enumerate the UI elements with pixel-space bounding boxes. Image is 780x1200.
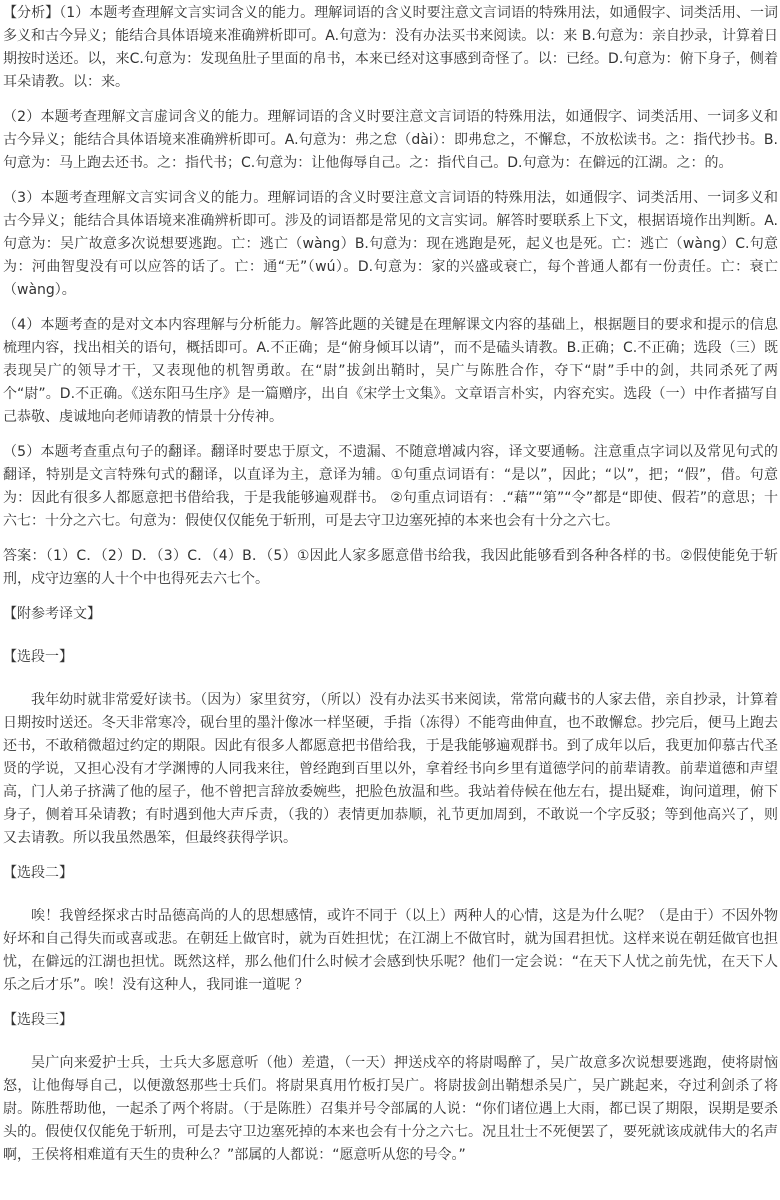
analysis-question-5: （5）本题考查重点句子的翻译。翻译时要忠于原文，不遗漏、不随意增减内容，译文要通畅。注意重点字词以及常见句式的翻译，特别是文言特殊句式的翻译，以直译为主，意译为辅。①句重点词语有：“是以”，因此；“以”，把；“假”，借。句意为：因此有很多人都愿意把书借给我，于是我能够遍观群书。 ②句重点词语有：.“藉”“第”“令”都是“即使、假若”的意思；十六七：十分之六七。句意为：假使仅仅能免于斩刑，可是去守卫边塞死掉的本来也会有十分之六七。 [3, 444, 778, 529]
section-2-text: 唉！我曾经探求古时品德高尚的人的思想感情，或许不同于（以上）两种人的心情，这是为什么呢？（是由于）不因外物好坏和自己得失而或喜或悲。在朝廷上做官时，就为百姓担忧；在江湖上不做官时，就为国君担忧。这样来说在朝廷做官也担忧，在僻远的江湖也担忧。既然这样，那么他们什么时候才会感到快乐呢？他们一定会说：“在天下人忧之前先忧，在天下人乐之后才乐”。唉！没有这种人，我同谁一道呢 ？ [3, 908, 778, 993]
translation-heading: 【附参考译文】 [3, 606, 101, 622]
section-1-title: 【选段一】 [3, 649, 73, 665]
section-3-title: 【选段三】 [3, 1012, 73, 1028]
analysis-question-4: （4）本题考查的是对文本内容理解与分析能力。解答此题的关键是在理解课文内容的基础上，根据题目的要求和提示的信息梳理内容，找出相关的语句，概括即可。A.不正确；是“俯身倾耳以请”，而不是磕头请教。B.正确；C.不正确；选段（三）既表现吴广的领导才干，又表现他的机智勇敢。在“尉”拔剑出鞘时，吴广与陈胜合作，夺下“尉”手中的剑，共同杀死了两个“尉”。D.不正确。《送东阳马生序》是一篇赠序，出自《宋学士文集》。文章语言朴实，内容充实。选段（一）中作者描写自己恭敬、虔诚地向老师请教的情景十分传神。 [3, 317, 778, 425]
analysis-question-1: 【分析】（1）本题考查理解文言实词含义的能力。理解词语的含义时要注意文言词语的特殊用法，如通假字、词类活用、一词多义和古今异义；能结合具体语境来准确辨析即可。A.句意为：没有办法买书来阅读。以：来 B.句意为：亲自抄录，计算着日期按时送还。以，来C.句意为：发现鱼肚子里面的帛书，本来已经对这事感到奇怪了。以：已经。D.句意为：俯下身子，侧着耳朵请教。以：来。 [3, 5, 778, 90]
analysis-question-3: （3）本题考查理解文言实词含义的能力。理解词语的含义时要注意文言词语的特殊用法，如通假字、词类活用、一词多义和古今异义；能结合具体语境来准确辨析即可。涉及的词语都是常见的文言实词。解答时要联系上下文，根据语境作出判断。A.句意为：吴广故意多次说想要逃跑。亡：逃亡（wàng）B.句意为：现在逃跑是死，起义也是死。亡：逃亡（wàng）C.句意为：河曲智叟没有可以应答的话了。亡：通“无”（wú）。D.句意为：家的兴盛或衰亡，每个普通人都有一份责任。亡：衰亡（wàng）。 [3, 190, 778, 298]
section-3-text: 吴广向来爱护士兵，士兵大多愿意听（他）差遣，（一天）押送戍卒的将尉喝醉了，吴广故意多次说想要逃跑，使将尉恼怒，让他侮辱自己，以便激怒那些士兵们。将尉果真用竹板打吴广。将尉拔剑出鞘想杀吴广，吴广跳起来，夺过利剑杀了将尉。陈胜帮助他，一起杀了两个将尉。（于是陈胜）召集并号令部属的人说：“你们诸位遇上大雨，都已误了期限，误期是要杀头的。假使仅仅能免于斩刑，可是去守卫边塞死掉的本来也会有十分之六七。况且壮士不死便罢了，要死就该成就伟大的名声啊，王侯将相难道有天生的贵种么？”部属的人都说：“愿意听从您的号令。” [3, 1055, 778, 1163]
section-2-title: 【选段二】 [3, 865, 73, 881]
analysis-question-2: （2）本题考查理解文言虚词含义的能力。理解词语的含义时要注意文言词语的特殊用法，如通假字、词类活用、一词多义和古今异义；能结合具体语境来准确辨析即可。A.句意为：弗之怠（dài）：即弗怠之，不懈怠，不放松读书。之：指代抄书。B.句意为：马上跑去还书。之：指代书；C.句意为：让他侮辱自己。之：指代自己。D.句意为：在僻远的江湖。之：的。 [3, 109, 778, 171]
answer-line: 答案：（1）C．（2）D．（3）C．（4）B．（5）①因此人家多愿意借书给我，我因此能够看到各种各样的书。②假使能免于斩刑，戍守边塞的人十个中也得死去六七个。 [3, 548, 778, 587]
section-1-text: 我年幼时就非常爱好读书。（因为）家里贫穷，（所以）没有办法买书来阅读，常常向藏书的人家去借，亲自抄录，计算着日期按时送还。冬天非常寒冷，砚台里的墨汁像冰一样坚硬，手指（冻得）不能弯曲伸直，也不敢懈怠。抄完后，便马上跑去还书，不敢稍微超过约定的期限。因此有很多人都愿意把书借给我，于是我能够遍观群书。到了成年以后，我更加仰慕古代圣贤的学说，又担心没有才学渊博的人同我来往，曾经跑到百里以外，拿着经书向乡里有道德学问的前辈请教。前辈道德和声望高，门人弟子挤满了他的屋子，他不曾把言辞放委婉些，把脸色放温和些。我站着侍候在他左右，提出疑难，询问道理，俯下身子，侧着耳朵请教；有时遇到他大声斥责，（我的）表情更加恭顺，礼节更加周到，不敢说一个字反驳；等到他高兴了，则又去请教。所以我虽然愚笨，但最终获得学识。 [3, 692, 778, 846]
